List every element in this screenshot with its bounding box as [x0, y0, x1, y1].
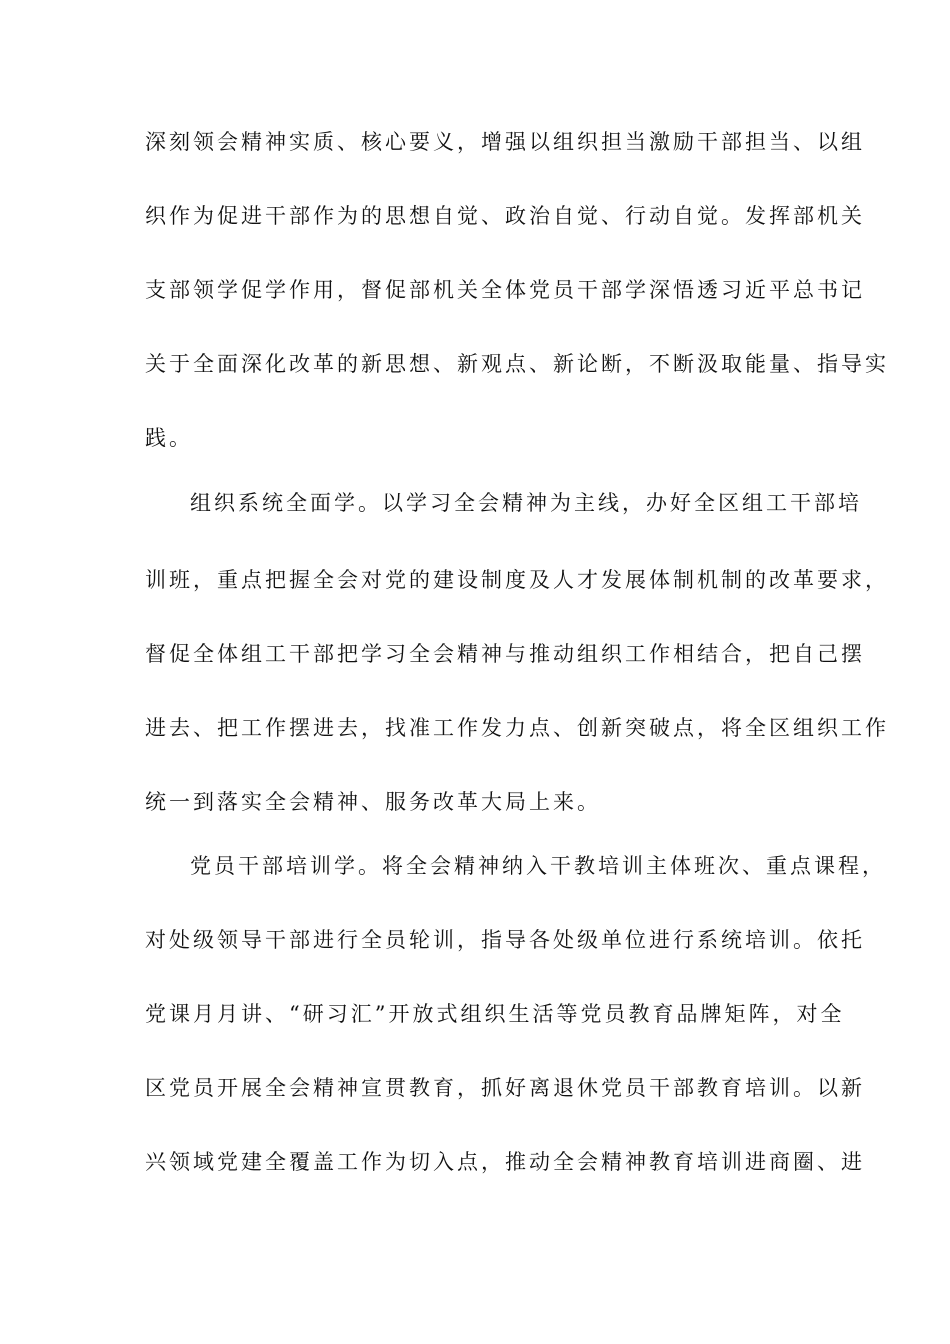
text-line: 兴领域党建全覆盖工作为切入点，推动全会精神教育培训进商圈、进: [145, 1150, 865, 1174]
text-line: 训班，重点把握全会对党的建设制度及人才发展体制机制的改革要求，: [145, 568, 889, 592]
text-line: 督促全体组工干部把学习全会精神与推动组织工作相结合，把自己摆: [145, 642, 865, 666]
text-line: 统一到落实全会精神、服务改革大局上来。: [145, 790, 601, 814]
text-line: 进去、把工作摆进去，找准工作发力点、创新突破点，将全区组织工作: [145, 716, 889, 740]
paragraph-first-line: 组织系统全面学。以学习全会精神为主线，办好全区组工干部培: [190, 491, 862, 515]
paragraph-first-line: 党员干部培训学。将全会精神纳入干教培训主体班次、重点课程，: [190, 854, 886, 878]
text-line: 支部领学促学作用，督促部机关全体党员干部学深悟透习近平总书记: [145, 278, 865, 302]
text-line: 织作为促进干部作为的思想自觉、政治自觉、行动自觉。发挥部机关: [145, 204, 865, 228]
text-line: 区党员开展全会精神宣贯教育，抓好离退休党员干部教育培训。以新: [145, 1076, 865, 1100]
text-line: 关于全面深化改革的新思想、新观点、新论断，不断汲取能量、指导实: [145, 352, 889, 376]
text-line: 践。: [145, 426, 193, 450]
text-line: 对处级领导干部进行全员轮训，指导各处级单位进行系统培训。依托: [145, 928, 865, 952]
text-line: 党课月月讲、“研习汇”开放式组织生活等党员教育品牌矩阵，对全: [145, 1002, 845, 1026]
text-line: 深刻领会精神实质、核心要义，增强以组织担当激励干部担当、以组: [145, 130, 865, 154]
